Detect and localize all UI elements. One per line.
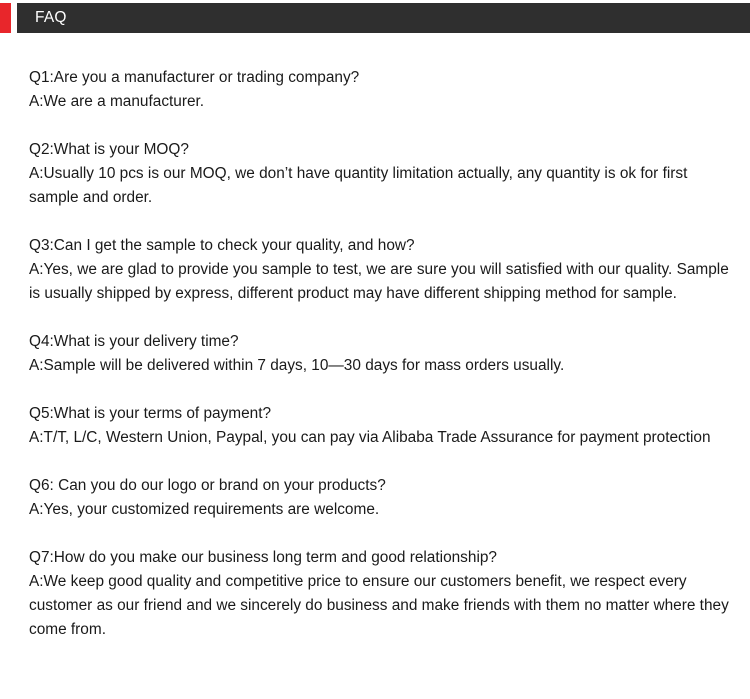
faq-question: Q7:How do you make our business long term and good relationship? <box>29 549 497 566</box>
faq-item-2 <box>29 138 734 210</box>
faq-question: Q3:Can I get the sample to check your quality, and how? <box>29 237 415 254</box>
faq-question: Q6: Can you do our logo or brand on your products? <box>29 477 386 494</box>
faq-item-4 <box>29 330 734 378</box>
faq-question: Q4:What is your delivery time? <box>29 333 239 350</box>
faq-answer: A:Yes, your customized requirements are welcome. <box>29 501 380 518</box>
faq-item-1 <box>29 66 734 114</box>
header-accent-bar <box>0 3 11 33</box>
faq-answer: A:Yes, we are glad to provide you sample to test, we are sure you will satisfied with our quality. Sample is usually shipped by express, different product may have different shipping method for sample. <box>29 261 729 302</box>
faq-answer: A:Sample will be delivered within 7 days, 10—30 days for mass orders usually. <box>29 357 565 374</box>
faq-question: Q2:What is your MOQ? <box>29 141 189 158</box>
faq-item-7 <box>29 546 734 642</box>
faq-answer: A:We are a manufacturer. <box>29 93 205 110</box>
header-title-bar <box>17 3 750 33</box>
faq-item-6 <box>29 474 734 522</box>
faq-item-3 <box>29 234 734 306</box>
faq-list <box>29 66 734 666</box>
faq-question: Q1:Are you a manufacturer or trading company? <box>29 69 360 86</box>
faq-question: Q5:What is your terms of payment? <box>29 405 272 422</box>
page-title: FAQ <box>35 9 67 26</box>
faq-answer: A:T/T, L/C, Western Union, Paypal, you can pay via Alibaba Trade Assurance for payment protection <box>29 429 711 446</box>
faq-answer: A:Usually 10 pcs is our MOQ, we don’t have quantity limitation actually, any quantity is ok for first sample and order. <box>29 165 688 206</box>
faq-header <box>0 3 750 33</box>
faq-answer: A:We keep good quality and competitive price to ensure our customers benefit, we respect every customer as our friend and we sincerely do business and make friends with them no matter where they come from. <box>29 573 729 638</box>
faq-item-5 <box>29 402 734 450</box>
